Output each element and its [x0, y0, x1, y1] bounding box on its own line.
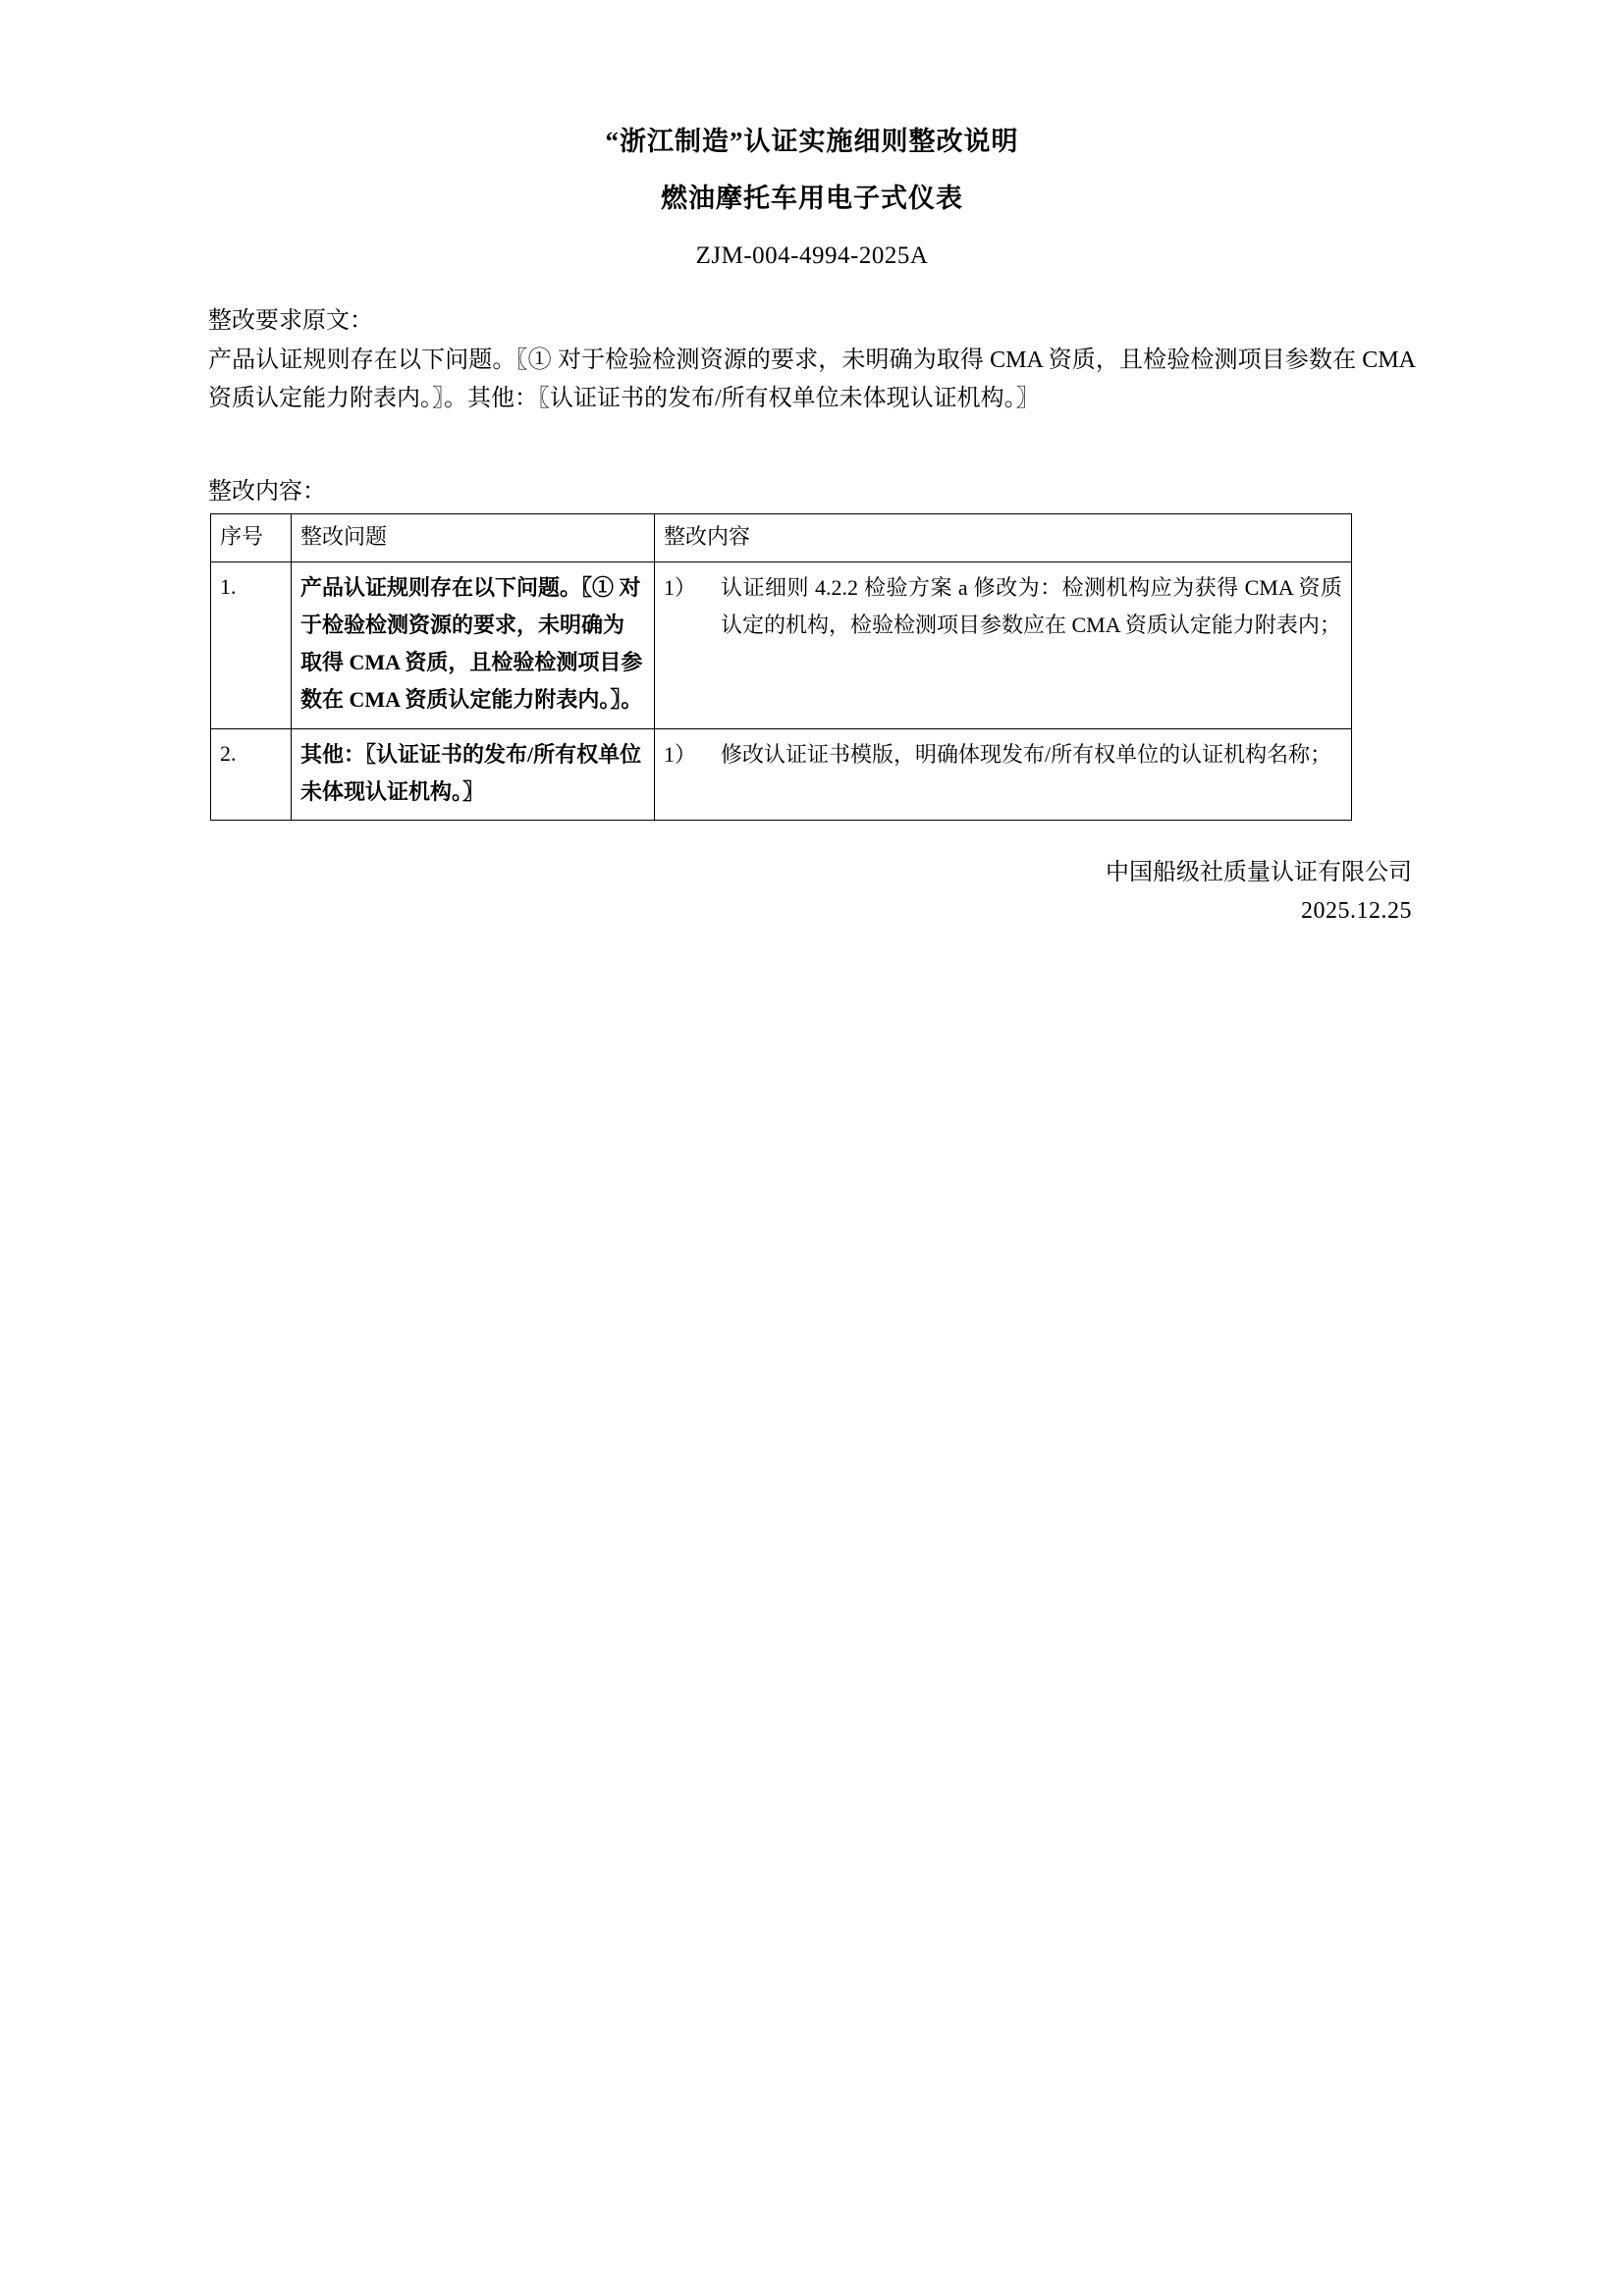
table-row [211, 561, 1352, 728]
signature-company: 中国船级社质量认证有限公司 [1106, 860, 1412, 886]
document-content [208, 128, 1416, 930]
corrections-table [210, 513, 1352, 822]
document-code: ZJM-004-4994-2025A [695, 242, 929, 270]
title-block [208, 128, 1416, 270]
row-actions [655, 728, 1352, 821]
row-number: 1. [211, 561, 292, 728]
row-number: 2. [211, 728, 292, 821]
table-header-issue: 整改问题 [292, 513, 655, 561]
row-issue [292, 728, 655, 821]
action-marker: 1） [664, 574, 697, 600]
page-title: “浙江制造”认证实施细则整改说明 [605, 127, 1019, 156]
action-marker: 1） [664, 741, 697, 767]
corrections-label: 整改内容： [208, 478, 326, 505]
table-header-action: 整改内容 [655, 513, 1352, 561]
table-row [211, 728, 1352, 821]
row-issue-text: 产品认证规则存在以下问题。〖① 对于检验检测资源的要求，未明确为取得 CMA 资质，且检验检测项目参数在 CMA 资质认定能力附表内。〗。 [300, 574, 643, 712]
action-item [664, 736, 1342, 774]
action-text: 认证细则 4.2.2 检验方案 a 修改为：检测机构应为获得 CMA 资质认定的机构，检验检测项目参数应在 CMA 资质认定能力附表内； [721, 574, 1342, 637]
row-issue-text: 其他：〖认证证书的发布/所有权单位未体现认证机构。〗 [300, 741, 642, 804]
row-actions [655, 561, 1352, 728]
table-header-row [211, 513, 1352, 561]
spacer [208, 418, 1416, 471]
action-item [664, 569, 1342, 644]
table-header-no: 序号 [211, 513, 292, 561]
action-text: 修改认证证书模版，明确体现发布/所有权单位的认证机构名称； [721, 741, 1332, 767]
page-subtitle: 燃油摩托车用电子式仪表 [661, 183, 963, 213]
signature-block [208, 854, 1416, 930]
signature-date: 2025.12.25 [1301, 897, 1412, 924]
original-request-label: 整改要求原文： [208, 307, 373, 334]
original-request-text: 产品认证规则存在以下问题。〖① 对于检验检测资源的要求，未明确为取得 CMA 资质，且检验检测项目参数在 CMA 资质认定能力附表内。〗。其他：〖认证证书的发布/所有权单位未体现认证机构。〗 [208, 347, 1416, 411]
row-issue [292, 561, 655, 728]
